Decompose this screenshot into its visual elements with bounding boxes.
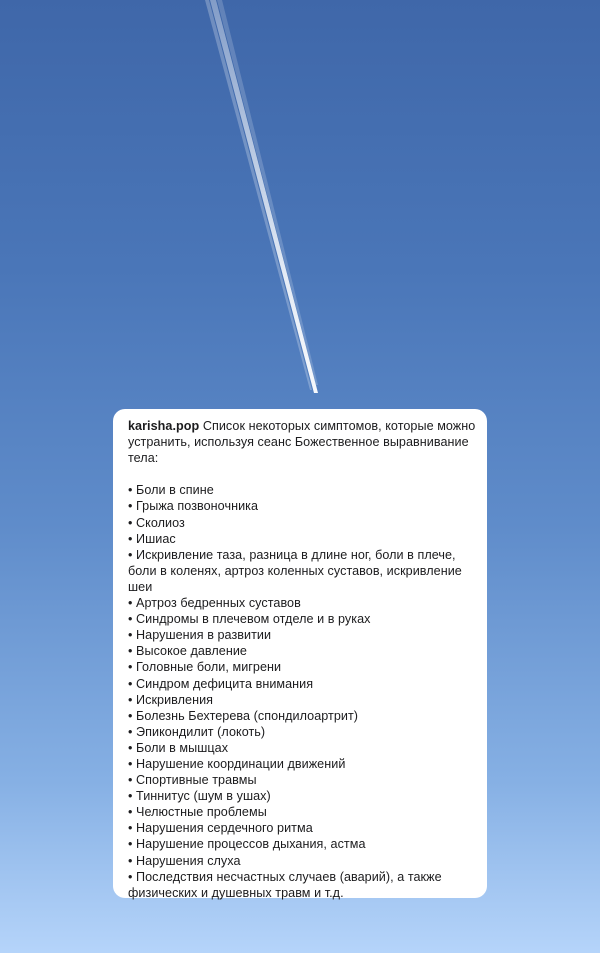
list-item: • Спортивные травмы <box>128 772 477 788</box>
list-item: • Искривления <box>128 692 477 708</box>
list-item: • Синдром дефицита внимания <box>128 676 477 692</box>
post-caption-card <box>113 409 487 898</box>
list-item: • Искривление таза, разница в длине ног, боли в плече, боли в коленях, артроз коленных суставов, искривление шеи <box>128 547 477 595</box>
list-item: • Нарушения в развитии <box>128 627 477 643</box>
list-item: • Тиннитус (шум в ушах) <box>128 788 477 804</box>
symptom-list <box>128 482 477 900</box>
list-item: • Высокое давление <box>128 643 477 659</box>
list-item: • Нарушение координации движений <box>128 756 477 772</box>
list-item: • Эпикондилит (локоть) <box>128 724 477 740</box>
list-item: • Боли в мышцах <box>128 740 477 756</box>
list-item: • Синдромы в плечевом отделе и в руках <box>128 611 477 627</box>
list-item: • Артроз бедренных суставов <box>128 595 477 611</box>
list-item: • Грыжа позвоночника <box>128 498 477 514</box>
list-item: • Боли в спине <box>128 482 477 498</box>
list-item: • Сколиоз <box>128 515 477 531</box>
caption-intro <box>128 418 477 466</box>
list-item: • Нарушение процессов дыхания, астма <box>128 836 477 852</box>
list-item: • Нарушения слуха <box>128 853 477 869</box>
list-item: • Ишиас <box>128 531 477 547</box>
list-item: • Челюстные проблемы <box>128 804 477 820</box>
list-item: • Последствия несчастных случаев (аварий), а также физических и душевных травм и т.д. <box>128 869 477 901</box>
list-item: • Головные боли, мигрени <box>128 659 477 675</box>
username-link[interactable]: karisha.pop <box>128 419 200 433</box>
list-item: • Нарушения сердечного ритма <box>128 820 477 836</box>
list-item: • Болезнь Бехтерева (спондилоартрит) <box>128 708 477 724</box>
caption-text: Список некоторых симптомов, которые можно устранить, используя сеанс Божественное выравнивание тела: <box>128 419 476 466</box>
